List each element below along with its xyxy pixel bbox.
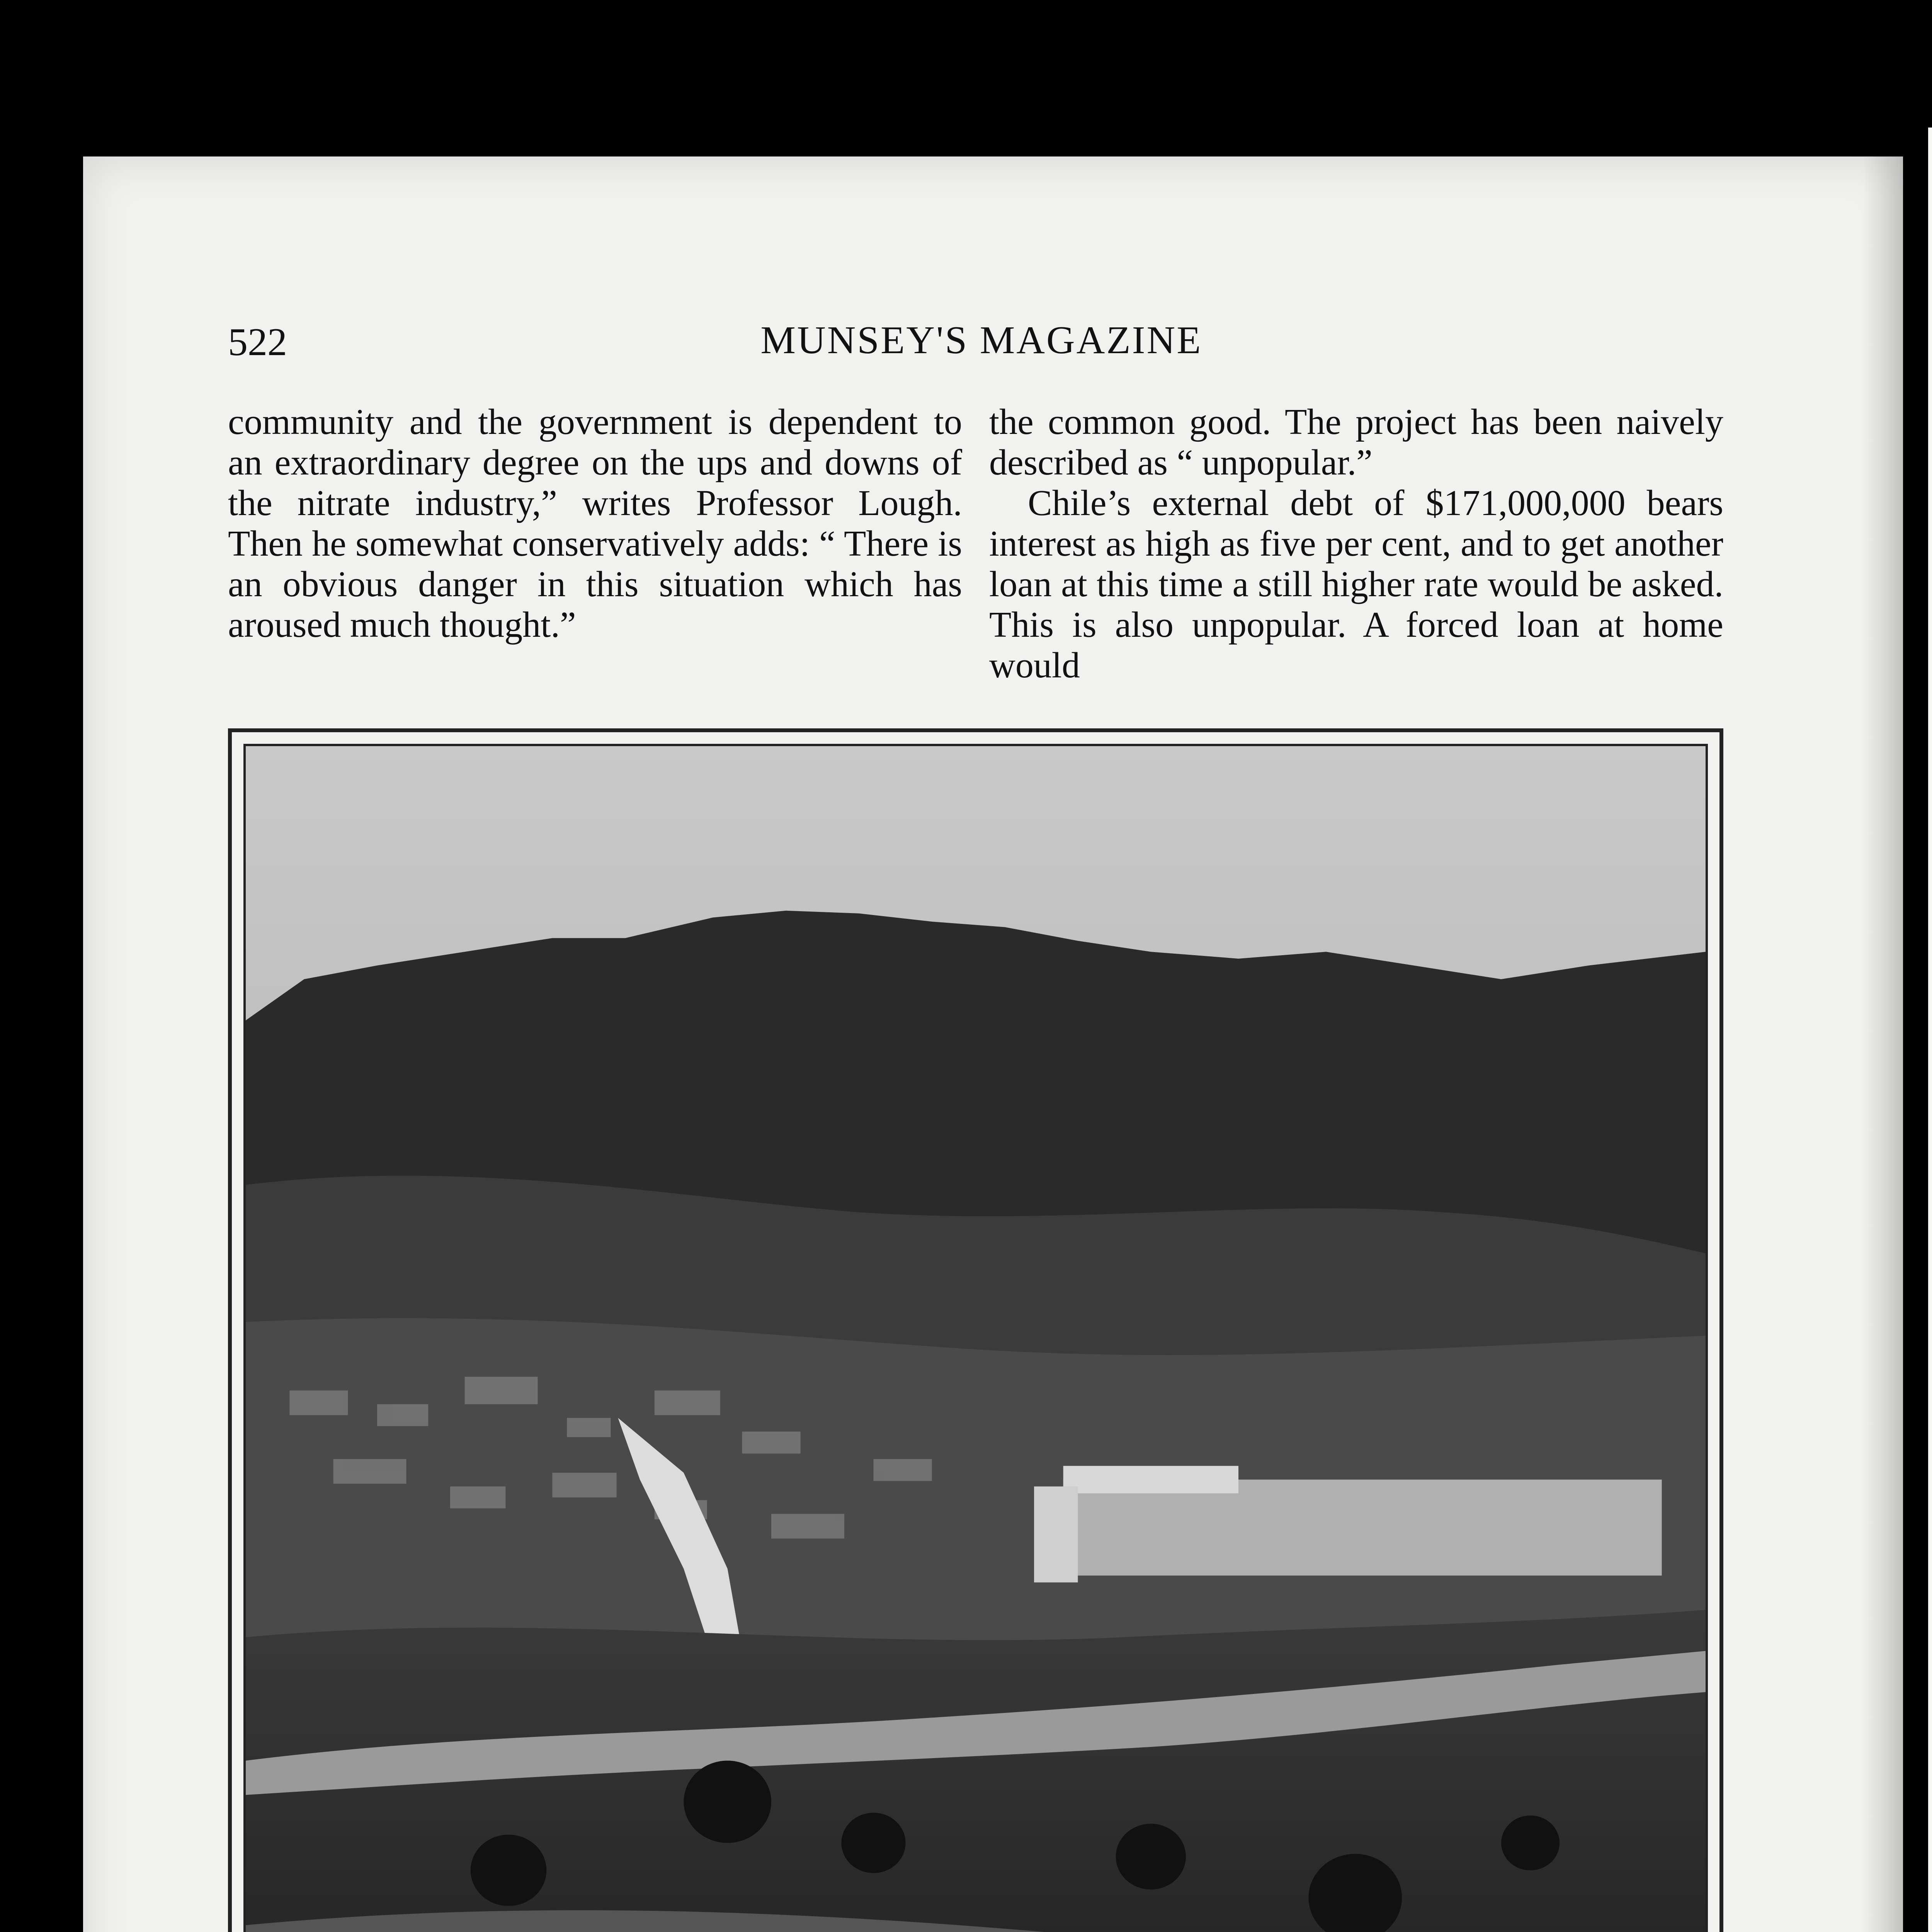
photo-frame — [228, 728, 1723, 1932]
facing-page-edge — [1928, 128, 1932, 1932]
running-head: MUNSEY'S MAGAZINE — [760, 318, 1202, 362]
mountain-city-image — [246, 746, 1706, 1932]
page-gutter-shadow — [1862, 156, 1924, 1932]
top-left-column — [228, 402, 962, 645]
paragraph: the common good. The project has been naively described as “ unpopular.” — [989, 402, 1723, 483]
top-right-column — [989, 402, 1723, 686]
page-number: 522 — [228, 320, 287, 364]
la-paz-photograph — [243, 744, 1708, 1932]
paragraph: community and the government is dependent to an extraordinary degree on the ups and downs of the nitrate industry,” writes Professor Lough. Then he somewhat conservatively adds: “ There is an obvious danger in this situation which has aroused much thought.” — [228, 402, 962, 645]
paragraph: Chile’s external debt of $171,000,000 bears interest as high as five per cent, and to get another loan at this time a still higher rate would be asked. This is also unpopular. A forced loan at home would — [989, 483, 1723, 685]
